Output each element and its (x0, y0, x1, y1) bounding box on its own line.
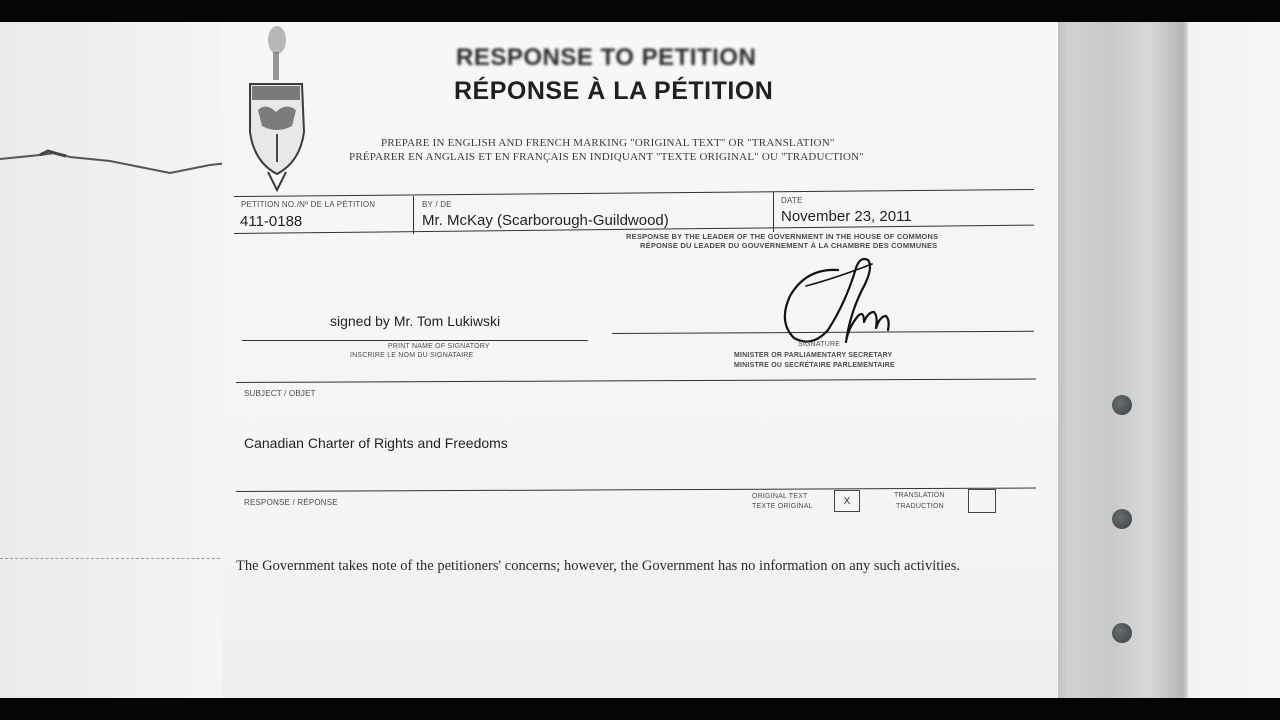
petition-date: November 23, 2011 (781, 208, 912, 225)
response-by-english: RESPONSE BY THE LEADER OF THE GOVERNMENT IN THE HOUSE OF COMMONS (626, 232, 939, 241)
background-sheet (0, 22, 223, 698)
petition-form (222, 22, 1058, 698)
response-label: RESPONSE / RÉPONSE (244, 498, 338, 507)
petition-number: 411-0188 (240, 213, 303, 230)
response-text: The Government takes note of the petitioners' concerns; however, the Government has no information on any such activities. (236, 558, 961, 574)
translation-french: TRADUCTION (896, 503, 944, 510)
original-text-english: ORIGINAL TEXT (752, 493, 808, 500)
print-name-english: PRINT NAME OF SIGNATORY (388, 343, 490, 350)
binder-hole (1112, 395, 1132, 415)
minister-english: MINISTER OR PARLIAMENTARY SECRETARY (734, 352, 893, 359)
binder-strip (1058, 22, 1188, 698)
petitioner-member: Mr. McKay (Scarborough-Guildwood) (422, 212, 669, 229)
by-label: BY / DE (422, 200, 452, 209)
subject-label: SUBJECT / OBJET (244, 389, 316, 398)
response-by-french: RÉPONSE DU LEADER DU GOUVERNEMENT À LA CHAMBRE DES COMMUNES (640, 241, 938, 250)
signature-label: SIGNATURE (798, 341, 841, 348)
date-label: DATE (781, 196, 803, 205)
binder-hole (1112, 623, 1132, 643)
instruction-english: PREPARE IN ENGLISH AND FRENCH MARKING "ORIGINAL TEXT" OR "TRANSLATION" (381, 137, 835, 149)
instruction-french: PRÉPARER EN ANGLAIS ET EN FRANÇAIS EN INDIQUANT "TEXTE ORIGINAL" OU "TRADUCTION" (349, 151, 865, 163)
subject-text: Canadian Charter of Rights and Freedoms (244, 435, 508, 451)
torn-edge (0, 147, 230, 187)
title-english: RESPONSE TO PETITION (456, 44, 757, 71)
petition-no-label: PETITION NO./Nº DE LA PÉTITION (241, 200, 376, 209)
original-text-checkbox: X (834, 490, 860, 512)
binder-hole (1112, 509, 1132, 529)
letterbox-bottom (0, 698, 1280, 720)
header-divider (773, 192, 774, 232)
original-text-french: TEXTE ORIGINAL (752, 503, 813, 510)
minister-french: MINISTRE OU SECRÉTAIRE PARLEMENTAIRE (734, 362, 895, 369)
document-scene (0, 22, 1280, 698)
header-divider (413, 196, 414, 234)
letterbox-top (0, 0, 1280, 22)
coat-of-arms-icon (240, 22, 320, 194)
signatory-line (242, 340, 588, 341)
translation-checkbox (968, 489, 996, 513)
signatory-name: signed by Mr. Tom Lukiwski (330, 313, 501, 329)
background-right (1188, 22, 1280, 698)
print-name-french: INSCRIRE LE NOM DU SIGNATAIRE (350, 352, 474, 359)
translation-english: TRANSLATION (894, 492, 945, 499)
title-french: RÉPONSE À LA PÉTITION (454, 77, 774, 105)
dashed-line (0, 558, 250, 559)
handwritten-signature (776, 250, 896, 350)
